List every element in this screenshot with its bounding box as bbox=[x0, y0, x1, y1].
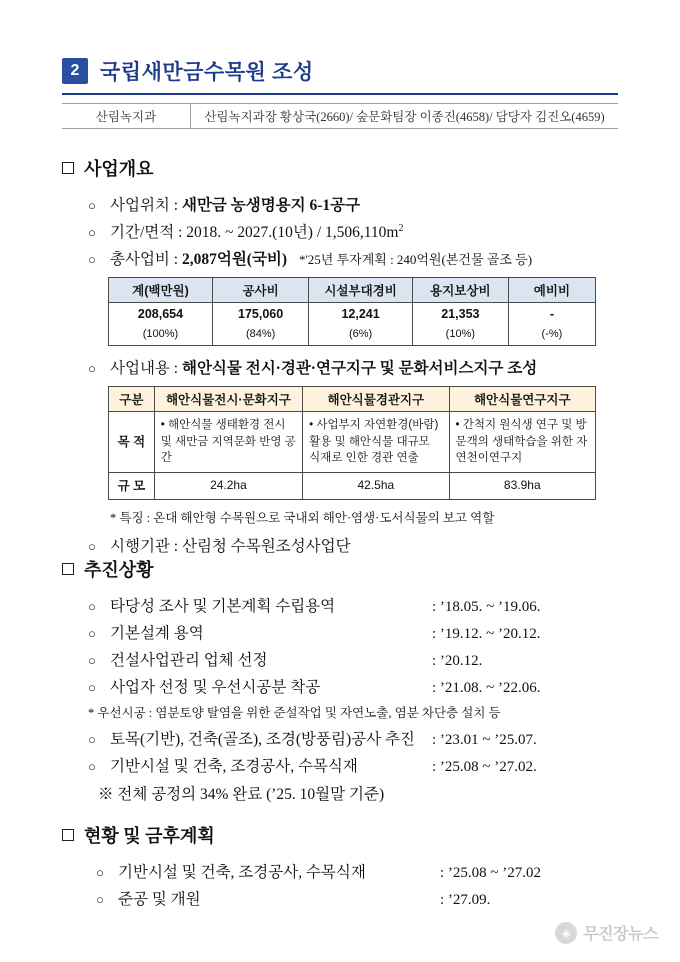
budget-percent-facility: (6%) bbox=[309, 324, 413, 346]
zones-header-category: 구분 bbox=[109, 387, 155, 412]
watermark bbox=[555, 921, 658, 944]
overview-item bbox=[88, 247, 618, 269]
overview-item-value: 해안식물 전시·경관·연구지구 및 문화서비스지구 조성 bbox=[181, 360, 538, 377]
table-header-row bbox=[109, 278, 596, 303]
progress-item-date: : ’25.08 ~ ’27.02. bbox=[432, 759, 537, 775]
page-title: 국립새만금수목원 조성 bbox=[100, 60, 314, 84]
budget-header-total: 계(백만원) bbox=[109, 278, 213, 303]
zones-table-wrapper bbox=[108, 386, 618, 500]
section-future bbox=[62, 822, 618, 914]
overview-item-label: 사업내용 bbox=[110, 360, 170, 377]
zones-header-research: 해안식물연구지구 bbox=[449, 387, 595, 412]
overview-item-label: 시행기관 bbox=[110, 538, 170, 556]
progress-item-date: : ’19.12. ~ ’20.12. bbox=[432, 626, 541, 642]
zones-purpose-research: • 간척지 원식생 연구 및 방문객의 생태학습을 위한 자연천이연구지 bbox=[449, 412, 595, 473]
budget-percent-reserve: (-%) bbox=[508, 324, 595, 346]
square-bullet-icon bbox=[62, 829, 74, 841]
overview-feature-note: * 특징 : 온대 해안형 수목원으로 국내외 해안·염생·도서식물의 보고 역할 bbox=[110, 511, 495, 526]
progress-item-date: : ’21.08. ~ ’22.06. bbox=[432, 680, 541, 696]
circle-bullet-icon: ○ bbox=[88, 626, 96, 641]
budget-value-construction: 175,060 bbox=[212, 303, 308, 325]
colon-separator: : bbox=[173, 197, 182, 214]
department-contacts: 산림녹지과장 황상국(2660)/ 숲문화팀장 이종진(4658)/ 담당자 김진오(4659) bbox=[204, 110, 605, 124]
circle-bullet-icon: ○ bbox=[88, 732, 96, 747]
overview-item-label: 사업위치 bbox=[110, 197, 170, 214]
section-future-heading bbox=[62, 822, 618, 848]
area-unit-superscript: 2 bbox=[398, 222, 404, 234]
square-bullet-icon bbox=[62, 563, 74, 575]
colon-separator: : bbox=[173, 538, 182, 556]
circle-bullet-icon: ○ bbox=[88, 599, 96, 614]
table-row bbox=[109, 303, 596, 325]
table-header-row bbox=[109, 387, 596, 412]
colon-separator: : bbox=[173, 360, 182, 377]
progress-item bbox=[88, 675, 618, 697]
budget-percent-total: (100%) bbox=[109, 324, 213, 346]
overview-item-note: *'25년 투자계획 : 240억원(본건물 골조 등) bbox=[298, 252, 533, 267]
department-name: 산림녹지과 bbox=[62, 104, 191, 128]
progress-item bbox=[88, 594, 618, 616]
table-row bbox=[109, 324, 596, 346]
overview-item bbox=[88, 356, 618, 378]
progress-note: * 우선시공 : 염분토양 탈염을 위한 준설작업 및 자연노출, 염분 차단층 설치 등 bbox=[88, 706, 501, 720]
circle-bullet-icon: ○ bbox=[88, 653, 96, 668]
overview-item-value: 새만금 농생명용지 6-1공구 bbox=[181, 197, 361, 214]
section-overview bbox=[62, 155, 618, 561]
section-overview-heading bbox=[62, 155, 618, 181]
watermark-text: 무진장뉴스 bbox=[583, 926, 658, 943]
budget-value-reserve: - bbox=[508, 303, 595, 325]
budget-header-land: 용지보상비 bbox=[412, 278, 508, 303]
overview-item-text bbox=[110, 193, 618, 215]
budget-value-land: 21,353 bbox=[412, 303, 508, 325]
overview-item-value: 2,087억원(국비) bbox=[181, 251, 288, 268]
zones-row-label-purpose: 목 적 bbox=[109, 412, 155, 473]
progress-item-name: 토목(기반), 건축(골조), 조경(방풍림)공사 추진 bbox=[110, 731, 415, 748]
progress-item bbox=[88, 648, 618, 670]
department-bar bbox=[62, 103, 618, 129]
future-item-name: 기반시설 및 건축, 조경공사, 수목식재 bbox=[118, 864, 366, 881]
overview-item-value: 산림청 수목원조성사업단 bbox=[181, 538, 351, 556]
budget-table bbox=[108, 277, 596, 346]
section-progress-title: 추진상황 bbox=[84, 560, 154, 580]
overview-item-text bbox=[110, 220, 618, 242]
zones-header-landscape: 해안식물경관지구 bbox=[303, 387, 449, 412]
overview-item-text bbox=[110, 247, 618, 269]
future-item bbox=[96, 887, 618, 909]
section-future-title: 현황 및 금후계획 bbox=[84, 826, 215, 846]
zones-row-label-size: 규 모 bbox=[109, 473, 155, 500]
overview-item bbox=[88, 534, 618, 556]
table-row bbox=[109, 412, 596, 473]
zones-purpose-exhibit: • 해안식물 생태환경 전시 및 새만금 지역문화 반영 공간 bbox=[154, 412, 302, 473]
circle-bullet-icon: ○ bbox=[96, 865, 104, 880]
circle-bullet-icon: ○ bbox=[96, 892, 104, 907]
progress-item-name: 사업자 선정 및 우선시공분 착공 bbox=[110, 679, 321, 696]
future-item bbox=[96, 860, 618, 882]
circle-bullet-icon: ○ bbox=[88, 361, 96, 376]
progress-item-date: : ’20.12. bbox=[432, 653, 483, 669]
table-row bbox=[109, 473, 596, 500]
progress-item-name: 타당성 조사 및 기본계획 수립용역 bbox=[110, 598, 336, 615]
overview-item-value: 2018. ~ 2027.(10년) / 1,506,110m bbox=[186, 224, 399, 241]
square-bullet-icon bbox=[62, 162, 74, 174]
overview-item-label: 총사업비 bbox=[110, 251, 170, 268]
overview-item bbox=[88, 193, 618, 215]
progress-item-date: : ’23.01 ~ ’25.07. bbox=[432, 732, 537, 748]
document-header bbox=[62, 56, 618, 95]
zones-size-research: 83.9ha bbox=[449, 473, 595, 500]
zones-size-exhibit: 24.2ha bbox=[154, 473, 302, 500]
progress-item bbox=[88, 727, 618, 749]
overview-item-label: 기간/면적 bbox=[110, 224, 175, 241]
circle-bullet-icon: ○ bbox=[88, 680, 96, 695]
colon-separator: : bbox=[178, 224, 187, 241]
future-item-date: : ’27.09. bbox=[440, 892, 491, 908]
overview-item bbox=[88, 220, 618, 242]
zones-table bbox=[108, 386, 596, 500]
circle-bullet-icon: ○ bbox=[88, 252, 96, 267]
budget-percent-construction: (84%) bbox=[212, 324, 308, 346]
progress-item-date: : ’18.05. ~ ’19.06. bbox=[432, 599, 541, 615]
progress-item bbox=[88, 621, 618, 643]
future-item-name: 준공 및 개원 bbox=[118, 891, 201, 908]
progress-item-name: 기반시설 및 건축, 조경공사, 수목식재 bbox=[110, 758, 358, 775]
progress-item-name: 건설사업관리 업체 선정 bbox=[110, 652, 268, 669]
zones-header-exhibit: 해안식물전시·문화지구 bbox=[154, 387, 302, 412]
section-progress-heading bbox=[62, 556, 618, 582]
budget-header-construction: 공사비 bbox=[212, 278, 308, 303]
zones-size-landscape: 42.5ha bbox=[303, 473, 449, 500]
colon-separator: : bbox=[173, 251, 182, 268]
header-number-badge: 2 bbox=[62, 58, 88, 84]
future-item-date: : ’25.08 ~ ’27.02 bbox=[440, 865, 542, 881]
circle-bullet-icon: ○ bbox=[88, 759, 96, 774]
zones-purpose-landscape: • 사업부지 자연환경(바람) 활용 및 해안식물 대규모 식재로 인한 경관 연출 bbox=[303, 412, 449, 473]
section-progress bbox=[62, 556, 618, 804]
circle-bullet-icon: ○ bbox=[88, 225, 96, 240]
budget-value-facility: 12,241 bbox=[309, 303, 413, 325]
overview-item-text bbox=[110, 534, 618, 556]
budget-percent-land: (10%) bbox=[412, 324, 508, 346]
section-overview-title: 사업개요 bbox=[84, 159, 154, 179]
circle-bullet-icon: ○ bbox=[88, 198, 96, 213]
overview-item-text bbox=[110, 356, 618, 378]
budget-value-total: 208,654 bbox=[109, 303, 213, 325]
budget-table-wrapper bbox=[108, 277, 618, 346]
progress-item bbox=[88, 754, 618, 776]
watermark-logo-icon: ◈ bbox=[555, 922, 577, 944]
progress-item-name: 기본설계 용역 bbox=[110, 625, 204, 642]
budget-header-reserve: 예비비 bbox=[508, 278, 595, 303]
budget-header-facility: 시설부대경비 bbox=[309, 278, 413, 303]
circle-bullet-icon: ○ bbox=[88, 539, 96, 555]
progress-summary: ※ 전체 공정의 34% 완료 (’25. 10월말 기준) bbox=[98, 786, 385, 803]
